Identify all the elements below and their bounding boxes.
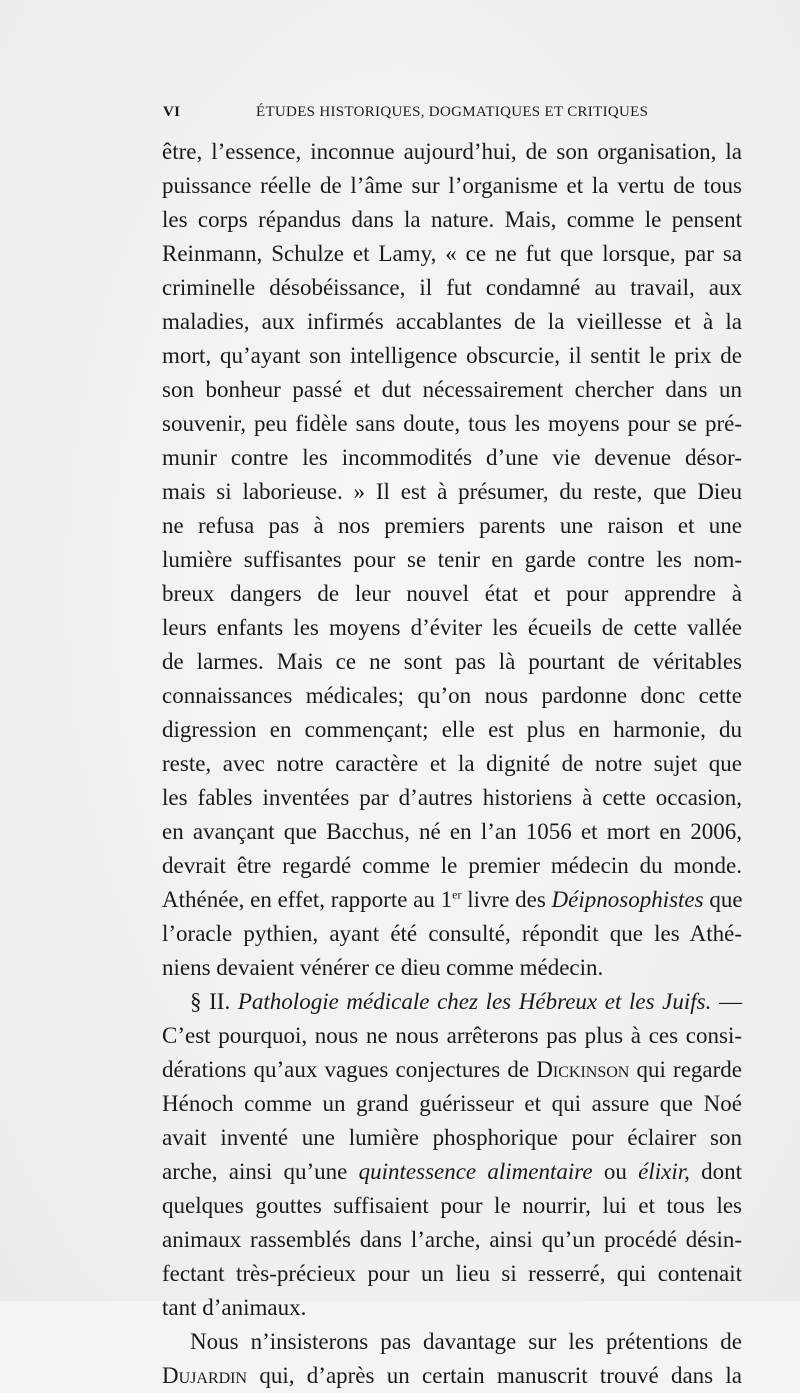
text-span: qui, d’après un certain manuscrit trouvé dans la [247,1363,742,1388]
text-line: en avançant que Bacchus, né en l’an 1056 et mort en 2006, [162,819,742,844]
superscript: er [452,887,462,902]
author-name: Dujardin [162,1363,248,1388]
text-line: fectant très-précieux pour un lieu si resserré, qui contenait [162,1261,742,1286]
author-name: Dickinson [536,1057,630,1082]
text-line: les fables inventées par d’autres historiens à cette occasion, [162,785,742,810]
section-number: § II. [190,989,238,1014]
text-line: Nous n’insisterons pas davantage sur les prétentions de [190,1329,742,1354]
text-span: dérations qu’aux vagues conjectures de [162,1057,537,1082]
text-span: ou [592,1159,639,1184]
running-header [163,104,743,128]
text-line: maladies, aux infirmés accablantes de la vieillesse et à la [162,309,742,334]
text-line: leurs enfants les moyens d’éviter les écueils de cette vallée [162,615,742,640]
text-line: son bonheur passé et dut nécessairement chercher dans un [162,377,742,402]
text-line: C’est pourquoi, nous ne nous arrêterons pas plus à ces consi- [162,1023,742,1048]
text-line: de larmes. Mais ce ne sont pas là pourtant de véritables [162,649,742,674]
text-line [162,1053,742,1087]
body-text [162,135,742,1393]
book-title: Déipnosophistes [551,887,704,912]
running-title: ÉTUDES HISTORIQUES, DOGMATIQUES ET CRITIQUES [256,104,649,120]
text-line: Reinmann, Schulze et Lamy, « ce ne fut que lorsque, par sa [162,241,742,266]
page-number: VI [163,104,181,120]
text-line: puissance réelle de l’âme sur l’organisme et la vertu de tous [162,173,742,198]
text-span: — [711,989,743,1014]
text-line: mais si laborieuse. » Il est à présumer, du reste, que Dieu [162,479,742,504]
text-line: ne refusa pas à nos premiers parents une raison et une [162,513,742,538]
text-span: que [703,887,743,912]
text-line: animaux rassemblés dans l’arche, ainsi qu’un procédé désin- [162,1227,742,1252]
text-span: qui regarde [629,1057,742,1082]
text-span: livre des [461,887,552,912]
text-line: Hénoch comme un grand guérisseur et qui assure que Noé [162,1091,742,1116]
text-line: digression en commençant; elle est plus en harmonie, du [162,717,742,742]
text-line [162,1359,742,1393]
text-line: être, l’essence, inconnue aujourd’hui, de son organisation, la [162,139,742,164]
text-line [162,1155,742,1189]
section-heading [162,985,742,1019]
text-span: dont [689,1159,743,1184]
text-line: breux dangers de leur nouvel état et pour apprendre à [162,581,742,606]
text-line: lumière suffisantes pour se tenir en garde contre les nom- [162,547,742,572]
text-line: l’oracle pythien, ayant été consulté, répondit que les Athé- [162,921,742,946]
text-line: devrait être regardé comme le premier médecin du monde. [162,853,742,878]
text-line: tant d’animaux. [162,1295,307,1320]
text-span: arche, ainsi qu’une [162,1159,359,1184]
text-line: quelques gouttes suffisaient pour le nourrir, lui et tous les [162,1193,742,1218]
text-line: mort, qu’ayant son intelligence obscurcie, il sentit le prix de [162,343,742,368]
text-line: munir contre les incommodités d’une vie devenue désor- [162,445,742,470]
italic-term: quintessence alimentaire [358,1159,593,1184]
italic-term: élixir, [638,1159,690,1184]
section-title: Pathologie médicale chez les Hébreux et les Juifs. [237,989,712,1014]
text-line: criminelle désobéissance, il fut condamné au travail, aux [162,275,742,300]
text-line: les corps répandus dans la nature. Mais, comme le pensent [162,207,742,232]
text-line: connaissances médicales; qu’on nous pardonne donc cette [162,683,742,708]
text-line: avait inventé une lumière phosphorique pour éclairer son [162,1125,742,1150]
text-line: niens devaient vénérer ce dieu comme médecin. [162,955,604,980]
text-line: souvenir, peu fidèle sans doute, tous les moyens pour se pré- [162,411,742,436]
text-line: reste, avec notre caractère et la dignité de notre sujet que [162,751,742,776]
text-span: Athénée, en effet, rapporte au 1 [162,887,453,912]
text-line [162,883,742,917]
